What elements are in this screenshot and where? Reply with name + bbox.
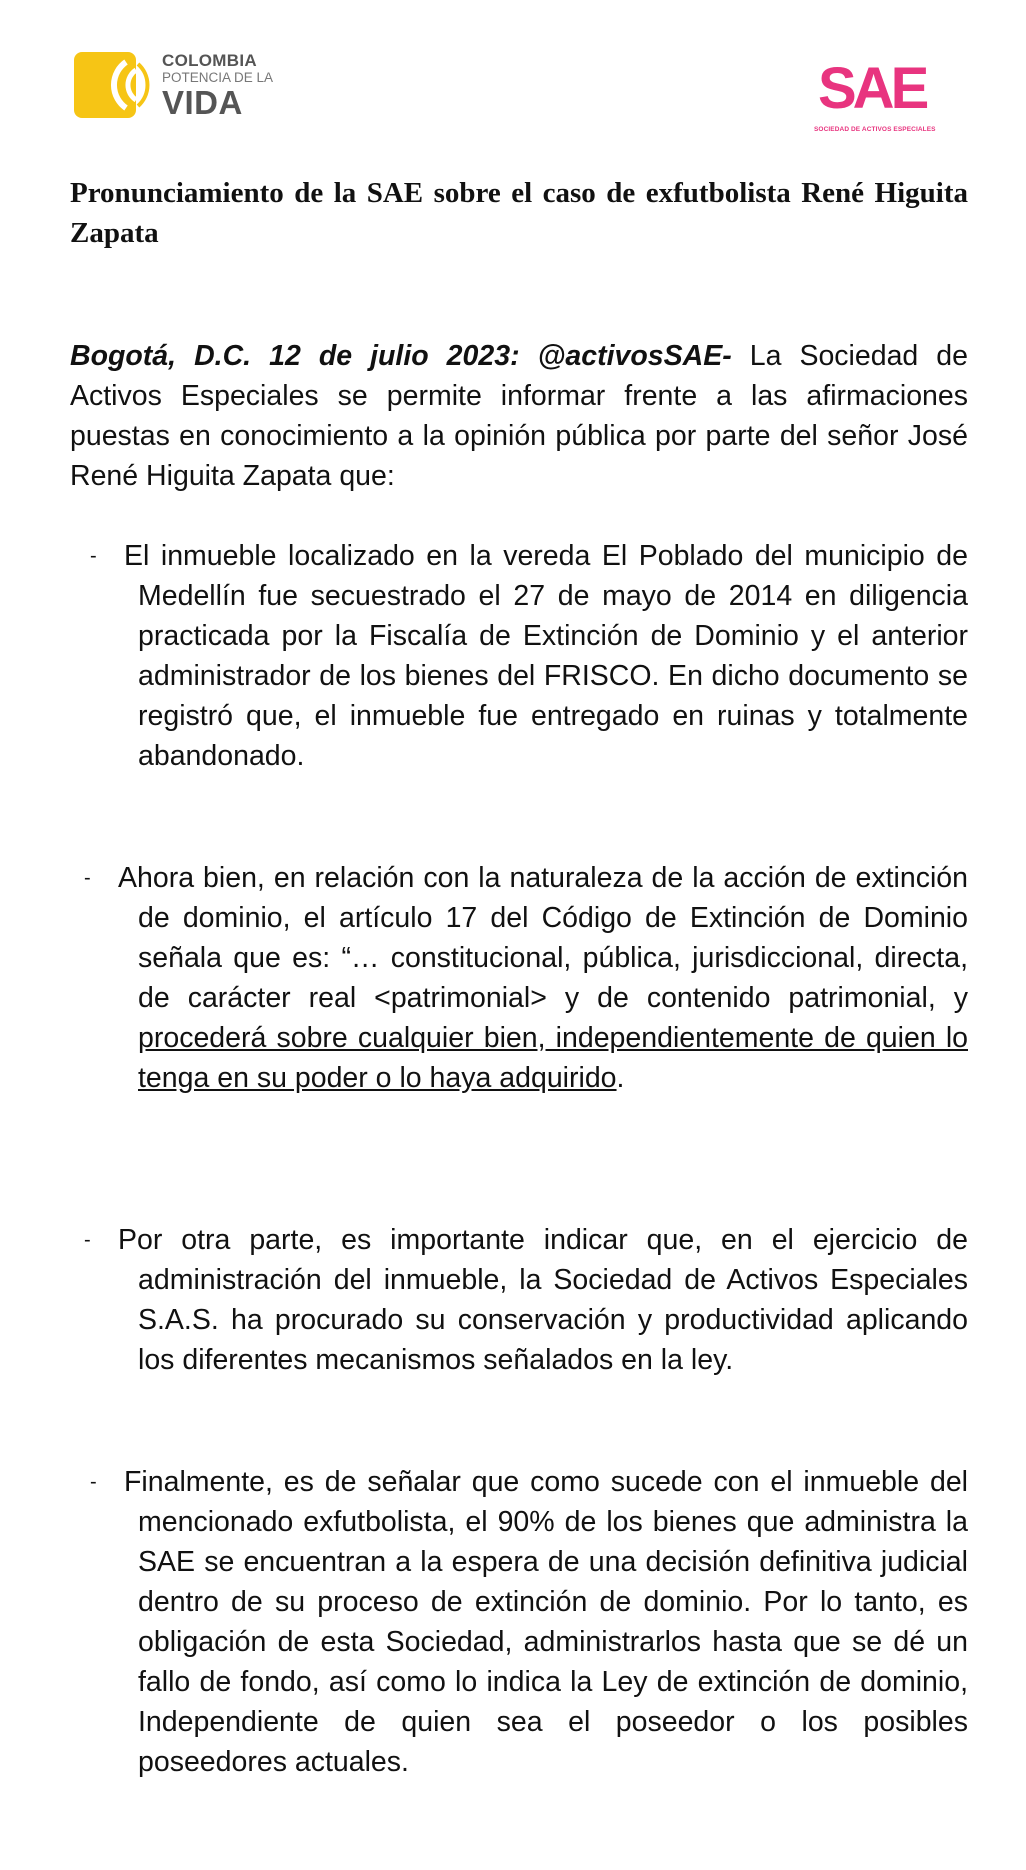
list-item-text: Por otra parte, es importante indicar que, en el ejercicio de administración del inmueble, la Sociedad de Activos Especiales S.A.S. ha procurado su conservación y productividad aplicando los diferentes mecanismos señalados en la ley. bbox=[118, 1224, 968, 1376]
intro-text: La Sociedad de Activos Especiales se permite informar frente a las afirmaciones puestas en conocimiento a la opinión pública por parte del señor José René Higuita Zapata que: bbox=[70, 340, 968, 492]
list-item: - Finalmente, es de señalar que como sucede con el inmueble del mencionado exfutbolista, el 90% de los bienes que administra la SAE se encuentran a la espera de una decisión definitiva judicial dentro de su proceso de extinción de dominio. Por lo tanto, es obligación de esta Sociedad, administrarlos hasta que se dé un fallo de fondo, así como lo indica la Ley de extinción de dominio, Independiente de quien sea el poseedor o los posibles poseedores actuales. bbox=[90, 1466, 968, 1778]
list-item: - El inmueble localizado en la vereda El Poblado del municipio de Medellín fue secuestrado el 27 de mayo de 2014 en diligencia practicada por la Fiscalía de Extinción de Dominio y el anterior administrador de los bienes del FRISCO. En dicho documento se registró que, el inmueble fue entregado en ruinas y totalmente abandonado. bbox=[90, 540, 968, 772]
list-item-end: . bbox=[616, 1062, 625, 1094]
colombia-logo-text bbox=[162, 50, 273, 119]
page-header bbox=[0, 0, 1026, 160]
list-item-text: Ahora bien, en relación con la naturaleza de la acción de extinción de dominio, el artículo 17 del Código de Extinción de Dominio señala que es: “… constitucional, pública, jurisdiccional, directa, de carácter real <patrimonial> y de contenido patrimonial, y bbox=[118, 862, 968, 1014]
sae-logo-subtitle: SOCIEDAD DE ACTIVOS ESPECIALES bbox=[814, 126, 936, 133]
list-item-text: Finalmente, es de señalar que como sucede con el inmueble del mencionado exfutbolista, el 90% de los bienes que administra la SAE se encuentran a la espera de una decisión definitiva judicial dentro de su proceso de extinción de dominio. Por lo tanto, es obligación de esta Sociedad, administrarlos hasta que se dé un fallo de fondo, así como lo indica la Ley de extinción de dominio, Independiente de quien sea el poseedor o los posibles poseedores actuales. bbox=[124, 1466, 968, 1778]
colombia-potencia-de-la-vida-logo bbox=[74, 50, 274, 122]
list-item: - Por otra parte, es importante indicar que, en el ejercicio de administración del inmueble, la Sociedad de Activos Especiales S.A.S. ha procurado su conservación y productividad aplicando los diferentes mecanismos señalados en la ley. bbox=[84, 1224, 968, 1376]
intro-paragraph bbox=[70, 336, 968, 496]
logo-line-1: COLOMBIA bbox=[162, 51, 257, 70]
logo-line-3: VIDA bbox=[162, 83, 243, 121]
list-item: - Ahora bien, en relación con la naturaleza de la acción de extinción de dominio, el artículo 17 del Código de Extinción de Dominio señala que es: “… constitucional, pública, jurisdiccional, directa, de carácter real <patrimonial> y de contenido patrimonial, y procederá sobre cualquier bien, independientemente de quien lo tenga en su poder o lo haya adquirido. bbox=[84, 862, 968, 1094]
logo-line-2: POTENCIA DE LA bbox=[162, 70, 274, 85]
list-item-text: El inmueble localizado en la vereda El Poblado del municipio de Medellín fue secuestrado el 27 de mayo de 2014 en diligencia practicada por la Fiscalía de Extinción de Dominio y el anterior administrador de los bienes del FRISCO. En dicho documento se registró que, el inmueble fue entregado en ruinas y totalmente abandonado. bbox=[124, 540, 968, 772]
document-title: Pronunciamiento de la SAE sobre el caso de exfutbolista René Higuita Zapata bbox=[70, 177, 968, 249]
colombia-logo-mark-icon bbox=[74, 50, 154, 122]
dateline: Bogotá, D.C. 12 de julio 2023: @activosSAE- bbox=[70, 340, 732, 372]
sae-logo bbox=[812, 56, 952, 140]
sae-logo-mark: SAE bbox=[818, 56, 926, 121]
underlined-quote: procederá sobre cualquier bien, independientemente de quien lo tenga en su poder o lo haya adquirido bbox=[138, 1022, 968, 1094]
